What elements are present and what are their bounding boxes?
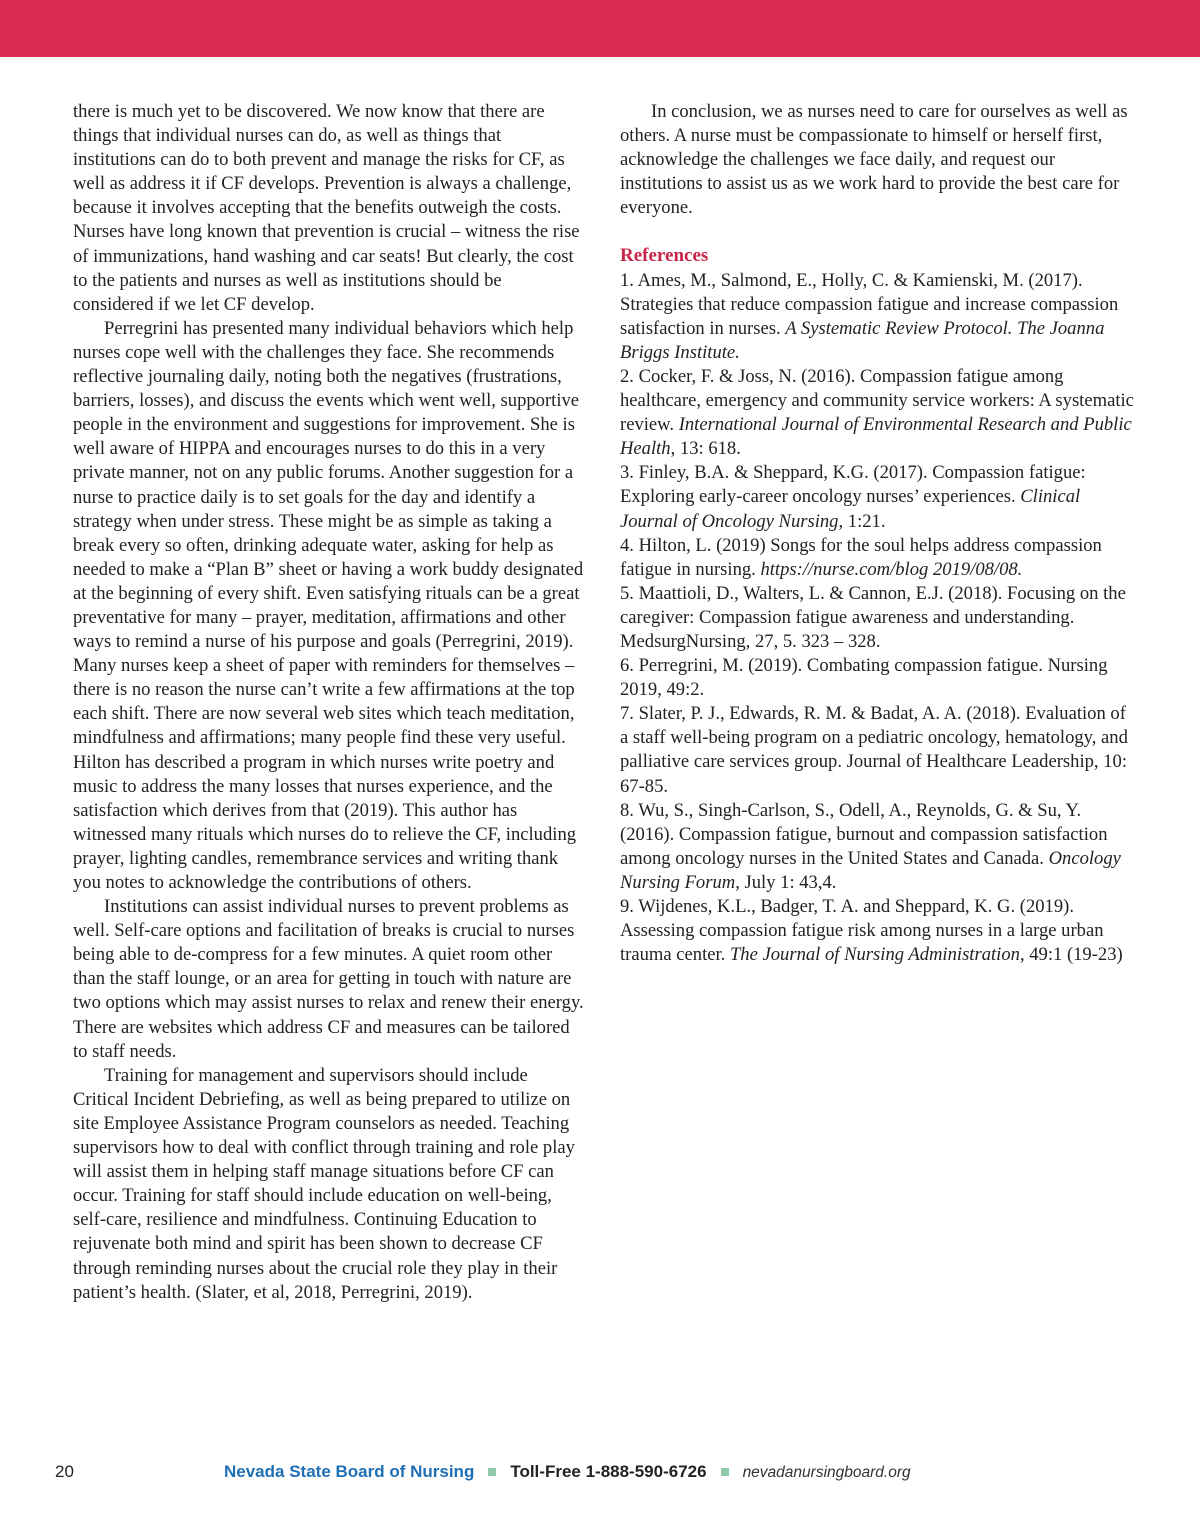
- reference-text: 3. Finley, B.A. & Sheppard, K.G. (2017). Compassion fatigue: Exploring early-career oncology nurses’ experiences.: [620, 462, 1086, 508]
- reference-entry: [620, 461, 1135, 533]
- toll-free-phone: Toll-Free 1-888-590-6726: [510, 1462, 707, 1481]
- reference-entry: [620, 269, 1135, 365]
- conclusion-paragraph: In conclusion, we as nurses need to care for ourselves as well as others. A nurse must be compassionate to himself or herself first, acknowledge the challenges we face daily, and request our institutions to assist us as we work hard to provide the best care for everyone.: [620, 101, 1128, 219]
- reference-entry: [620, 582, 1135, 654]
- references-list: [620, 269, 1135, 968]
- body-paragraph: there is much yet to be discovered. We now know that there are things that individual nurses can do, as well as things that institutions can do to both prevent and manage the risks for CF, as well as address it if CF develops. Prevention is always a challenge, because it involves accepting that the benefits outweigh the costs. Nurses have long known that prevention is crucial – witness the rise of immunizations, hand washing and car seats! But clearly, the cost to the patients and nurses as well as institutions should be considered if we let CF develop.: [73, 101, 580, 315]
- separator-square-icon: [488, 1468, 496, 1476]
- reference-text: 9. Wijdenes, K.L., Badger, T. A. and Sheppard, K. G. (2019). Assessing compassion fatigue risk among nurses in a large urban trauma center.: [620, 896, 1104, 966]
- reference-entry: [620, 365, 1135, 461]
- reference-text: 6. Perregrini, M. (2019). Combating compassion fatigue. Nursing 2019, 49:2.: [620, 655, 1108, 701]
- body-paragraph: Training for management and supervisors should include Critical Incident Debriefing, as well as being prepared to utilize on site Employee Assistance Program counselors as needed. Teaching supervisors how to deal with conflict through training and role play will assist them in helping staff manage situations before CF can occur. Training for staff should include education on well-being, self-care, resilience and mindfulness. Continuing Education to rejuvenate both mind and spirit has been shown to decrease CF through reminding nurses about the crucial role they play in their patient’s health. (Slater, et al, 2018, Perregrini, 2019).: [73, 1064, 575, 1303]
- reference-text: 2. Cocker, F. & Joss, N. (2016). Compassion fatigue among healthcare, emergency and community service workers: A systematic review.: [620, 365, 1134, 436]
- reference-text: 8. Wu, S., Singh-Carlson, S., Odell, A., Reynolds, G. & Su, Y. (2016). Compassion fatigue, burnout and compassion satisfaction among oncology nurses in the United States and Canada.: [620, 799, 1108, 869]
- reference-text: 5. Maattioli, D., Walters, L. & Cannon, E.J. (2018). Focusing on the caregiver: Compassion fatigue awareness and understanding. MedsurgNursing, 27, 5. 323 – 328.: [620, 582, 1126, 652]
- body-paragraph: Perregrini has presented many individual behaviors which help nurses cope well with the challenges they face. She recommends reflective journaling daily, noting both the negatives (frustrations, barriers, losses), and discuss the events which went well, supportive people in the environment and suggestions for improvement. She is well aware of HIPPA and encourages nurses to do this in a very private manner, not on any public forums. Another suggestion for a nurse to practice daily is to set goals for the day and identify a strategy when under stress. These might be as simple as taking a break every so often, drinking adequate water, asking for help as needed to make a “Plan B” sheet or having a work buddy designated at the beginning of every shift. Even satisfying rituals can be a great preventative for many – prayer, meditation, affirmations and other ways to remind a nurse of his purpose and goals (Perregrini, 2019). Many nurses keep a sheet of paper with reminders for themselves – there is no reason the nurse can’t write a few affirmations at the top each shift. There are now several web sites which teach meditation, mindfulness and affirmations; many people find these very useful. Hilton has described a program in which nurses write poetry and music to address the many losses that nurses experience, and the satisfaction which derives from that (2019). This author has witnessed many rituals which nurses do to relieve the CF, including prayer, lighting candles, remembrance services and writing thank you notes to acknowledge the contributions of others.: [73, 317, 584, 893]
- reference-entry: [620, 702, 1135, 798]
- reference-text: 1. Ames, M., Salmond, E., Holly, C. & Kamienski, M. (2017). Strategies that reduce compassion fatigue and increase compassion satisfaction in nurses.: [620, 269, 1119, 339]
- reference-italic-title: Clinical Journal of Oncology Nursing: [620, 486, 1081, 532]
- header-color-bar: [0, 0, 1200, 57]
- reference-entry: [620, 799, 1135, 895]
- website-link[interactable]: nevadanursingboard.org: [742, 1464, 911, 1481]
- reference-italic-title: The Journal of Nursing Administration: [729, 944, 1020, 966]
- body-paragraph: Institutions can assist individual nurses to prevent problems as well. Self-care options and facilitation of breaks is crucial to nurses being able to de-compress for a few minutes. A quiet room other than the staff lounge, or an area for getting in touch with nature are two options which may assist nurses to relax and renew their energy. There are websites which address CF and measures can be tailored to staff needs.: [73, 896, 584, 1062]
- reference-entry: [620, 895, 1135, 967]
- page-number: 20: [55, 1462, 74, 1481]
- separator-square-icon: [721, 1468, 729, 1476]
- reference-entry: [620, 654, 1135, 702]
- reference-entry: [620, 534, 1135, 582]
- reference-italic-title: International Journal of Environmental Research and Public Health: [620, 414, 1132, 460]
- reference-text: 4. Hilton, L. (2019) Songs for the soul helps address compassion fatigue in nursing.: [620, 534, 1102, 580]
- page-footer: [0, 1462, 1200, 1492]
- reference-text: , 13: 618.: [670, 438, 741, 460]
- reference-italic-title: A Systematic Review Protocol. The Joanna Briggs Institute.: [620, 317, 1105, 363]
- reference-text: , July 1: 43,4.: [735, 871, 837, 893]
- reference-text: , 49:1 (19-23): [1019, 944, 1123, 966]
- footer-info-line: [224, 1462, 911, 1482]
- article-body-left-column: [73, 100, 585, 1305]
- reference-italic-title: Oncology Nursing Forum: [620, 847, 1121, 893]
- reference-text: , 1:21.: [838, 510, 886, 532]
- reference-italic-title: https://nurse.com/blog 2019/08/08.: [760, 558, 1023, 580]
- article-body-right-column: [620, 100, 1135, 967]
- references-heading: References: [620, 245, 709, 267]
- reference-text: 7. Slater, P. J., Edwards, R. M. & Badat, A. A. (2018). Evaluation of a staff well-being program on a pediatric oncology, hematology, and palliative care services group. Journal of Healthcare Leadership, 10: 67-85.: [620, 703, 1128, 797]
- organization-name: Nevada State Board of Nursing: [224, 1462, 475, 1481]
